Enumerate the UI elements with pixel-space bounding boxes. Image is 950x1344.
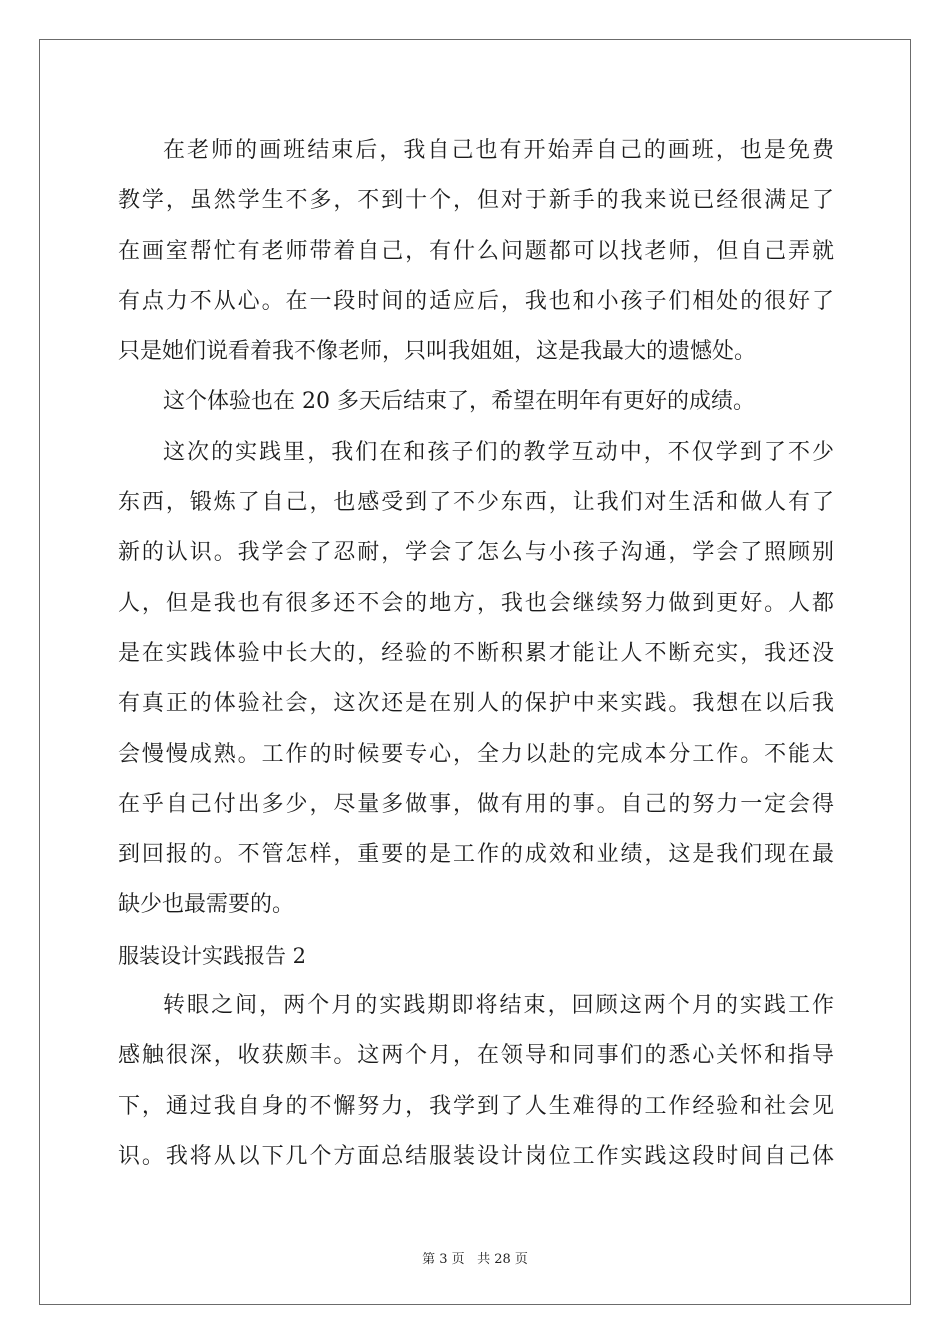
text-line: 有真正的体验社会，这次还是在别人的保护中来实践。我想在以后我 xyxy=(118,691,834,717)
text-line: 下，通过我自身的不懈努力，我学到了人生难得的工作经验和社会见 xyxy=(118,1093,834,1119)
text-line: 人，但是我也有很多还不会的地方，我也会继续努力做到更好。人都 xyxy=(118,590,834,616)
page-footer xyxy=(0,1248,950,1267)
text-line: 是在实践体验中长大的，经验的不断积累才能让人不断充实，我还没 xyxy=(118,640,834,666)
text-line: 这个体验也在 20 多天后结束了，希望在明年有更好的成绩。 xyxy=(163,389,755,415)
text-line: 有点力不从心。在一段时间的适应后，我也和小孩子们相处的很好了 xyxy=(118,288,834,314)
text-line: 在画室帮忙有老师带着自己，有什么问题都可以找老师，但自己弄就 xyxy=(118,238,834,264)
text-line: 会慢慢成熟。工作的时候要专心，全力以赴的完成本分工作。不能太 xyxy=(118,741,834,767)
page-total: 共 28 页 xyxy=(477,1252,528,1267)
text-line: 转眼之间，两个月的实践期即将结束，回顾这两个月的实践工作 xyxy=(163,993,834,1019)
text-line: 识。我将从以下几个方面总结服装设计岗位工作实践这段时间自己体 xyxy=(118,1143,834,1169)
text-line: 感触很深，收获颇丰。这两个月，在领导和同事们的悉心关怀和指导 xyxy=(118,1043,834,1069)
text-line: 在乎自己付出多少，尽量多做事，做有用的事。自己的努力一定会得 xyxy=(118,791,834,817)
text-line: 只是她们说看着我不像老师，只叫我姐姐，这是我最大的遗憾处。 xyxy=(118,339,757,365)
section-heading: 服装设计实践报告 2 xyxy=(118,943,307,968)
text-line: 东西，锻炼了自己，也感受到了不少东西，让我们对生活和做人有了 xyxy=(118,490,834,516)
text-line: 到回报的。不管怎样，重要的是工作的成效和业绩，这是我们现在最 xyxy=(118,842,834,868)
text-line: 新的认识。我学会了忍耐，学会了怎么与小孩子沟通，学会了照顾别 xyxy=(118,540,834,566)
page-number: 第 3 页 xyxy=(422,1252,465,1267)
text-line: 教学，虽然学生不多，不到十个，但对于新手的我来说已经很满足了 xyxy=(118,188,834,214)
document-body xyxy=(118,126,834,1182)
text-line: 在老师的画班结束后，我自己也有开始弄自己的画班，也是免费 xyxy=(163,138,834,163)
text-line: 缺少也最需要的。 xyxy=(118,892,295,918)
text-line: 这次的实践里，我们在和孩子们的教学互动中，不仅学到了不少 xyxy=(163,439,834,465)
